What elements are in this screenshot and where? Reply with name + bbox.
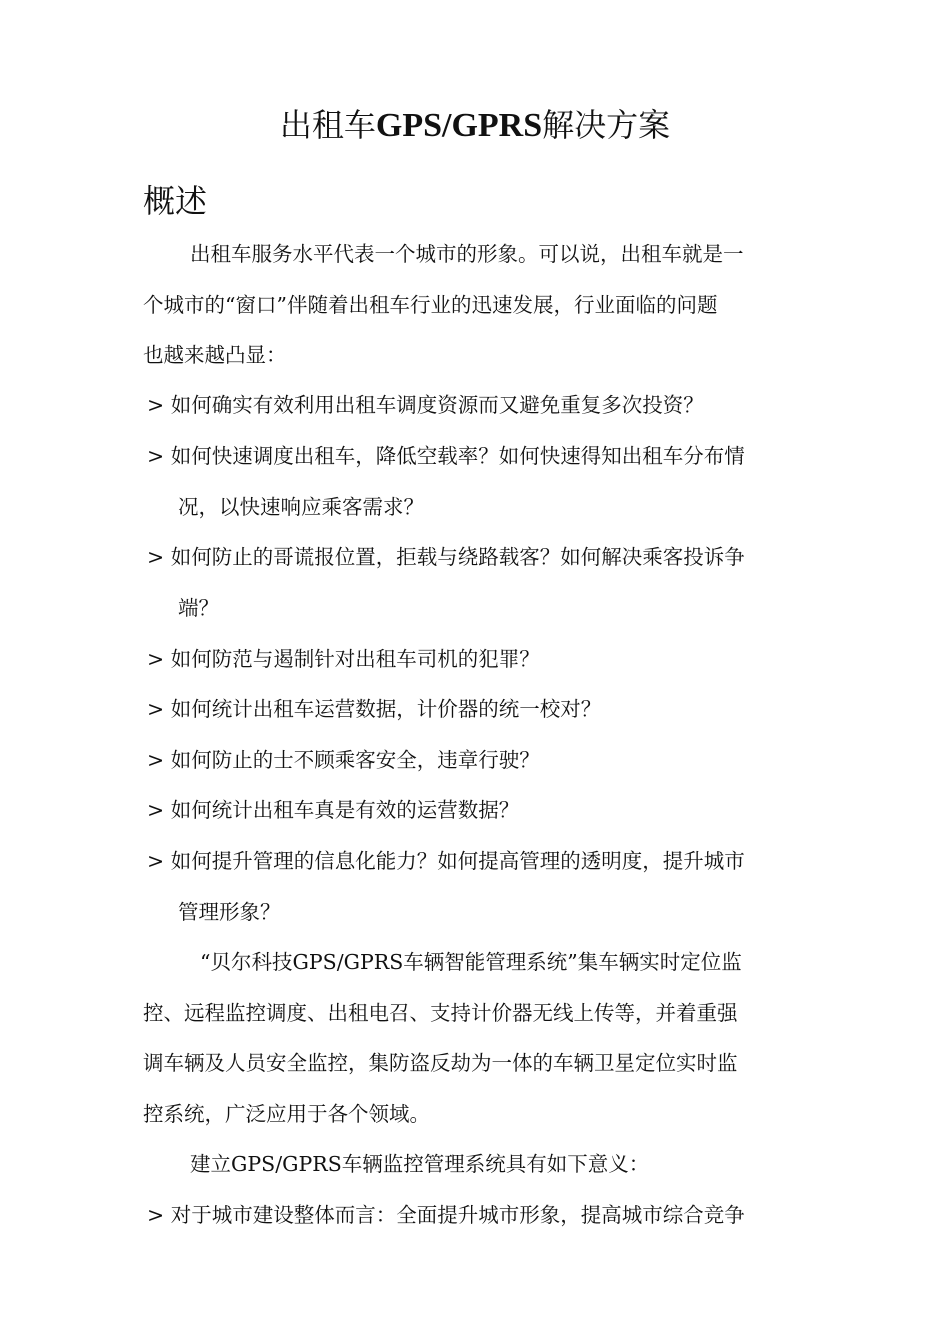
paragraph-line: 建立GPS/GPRS车辆监控管理系统具有如下意义：: [190, 1152, 650, 1176]
bullet-item: > 对于城市建设整体而言：全面提升城市形象，提高城市综合竞争: [147, 1203, 745, 1227]
bullet-item: > 如何快速调度出租车，降低空载率？如何快速得知出租车分布情: [147, 444, 745, 468]
document-title: [0, 103, 950, 148]
title-latin: GPS/GPRS: [375, 107, 543, 144]
paragraph-line: “贝尔科技GPS/GPRS车辆智能管理系统”集车辆实时定位监: [200, 950, 742, 974]
bullet-item: > 如何统计出租车运营数据，计价器的统一校对？: [147, 697, 602, 721]
bullet-item: > 如何防止的哥谎报位置，拒载与绕路载客？如何解决乘客投诉争: [147, 545, 745, 569]
bullet-item: > 如何提升管理的信息化能力？如何提高管理的透明度，提升城市: [147, 849, 745, 873]
bullet-continuation: 管理形象？: [178, 900, 281, 924]
bullet-item: > 如何防范与遏制针对出租车司机的犯罪？: [147, 647, 540, 671]
bullet-item: > 如何防止的士不顾乘客安全，违章行驶？: [147, 748, 540, 772]
bullet-item: > 如何统计出租车真是有效的运营数据？: [147, 798, 520, 822]
paragraph-line: 个城市的“窗口”伴随着出租车行业的迅速发展，行业面临的问题: [143, 293, 718, 317]
bullet-item: > 如何确实有效利用出租车调度资源而又避免重复多次投资？: [147, 393, 704, 417]
bullet-continuation: 端？: [178, 596, 219, 620]
paragraph-line: 控、远程监控调度、出租电召、支持计价器无线上传等，并着重强: [143, 1001, 738, 1025]
title-prefix: 出租车: [279, 106, 376, 144]
bullet-continuation: 况，以快速响应乘客需求？: [178, 495, 424, 519]
paragraph-line: 也越来越凸显：: [143, 343, 287, 367]
paragraph-line: 控系统，广泛应用于各个领域。: [143, 1102, 430, 1126]
title-suffix: 解决方案: [542, 106, 671, 144]
paragraph-line: 调车辆及人员安全监控，集防盗反劫为一体的车辆卫星定位实时监: [143, 1051, 738, 1075]
paragraph-line: 出租车服务水平代表一个城市的形象。可以说，出租车就是一: [190, 242, 744, 266]
section-heading: 概述: [143, 182, 208, 220]
